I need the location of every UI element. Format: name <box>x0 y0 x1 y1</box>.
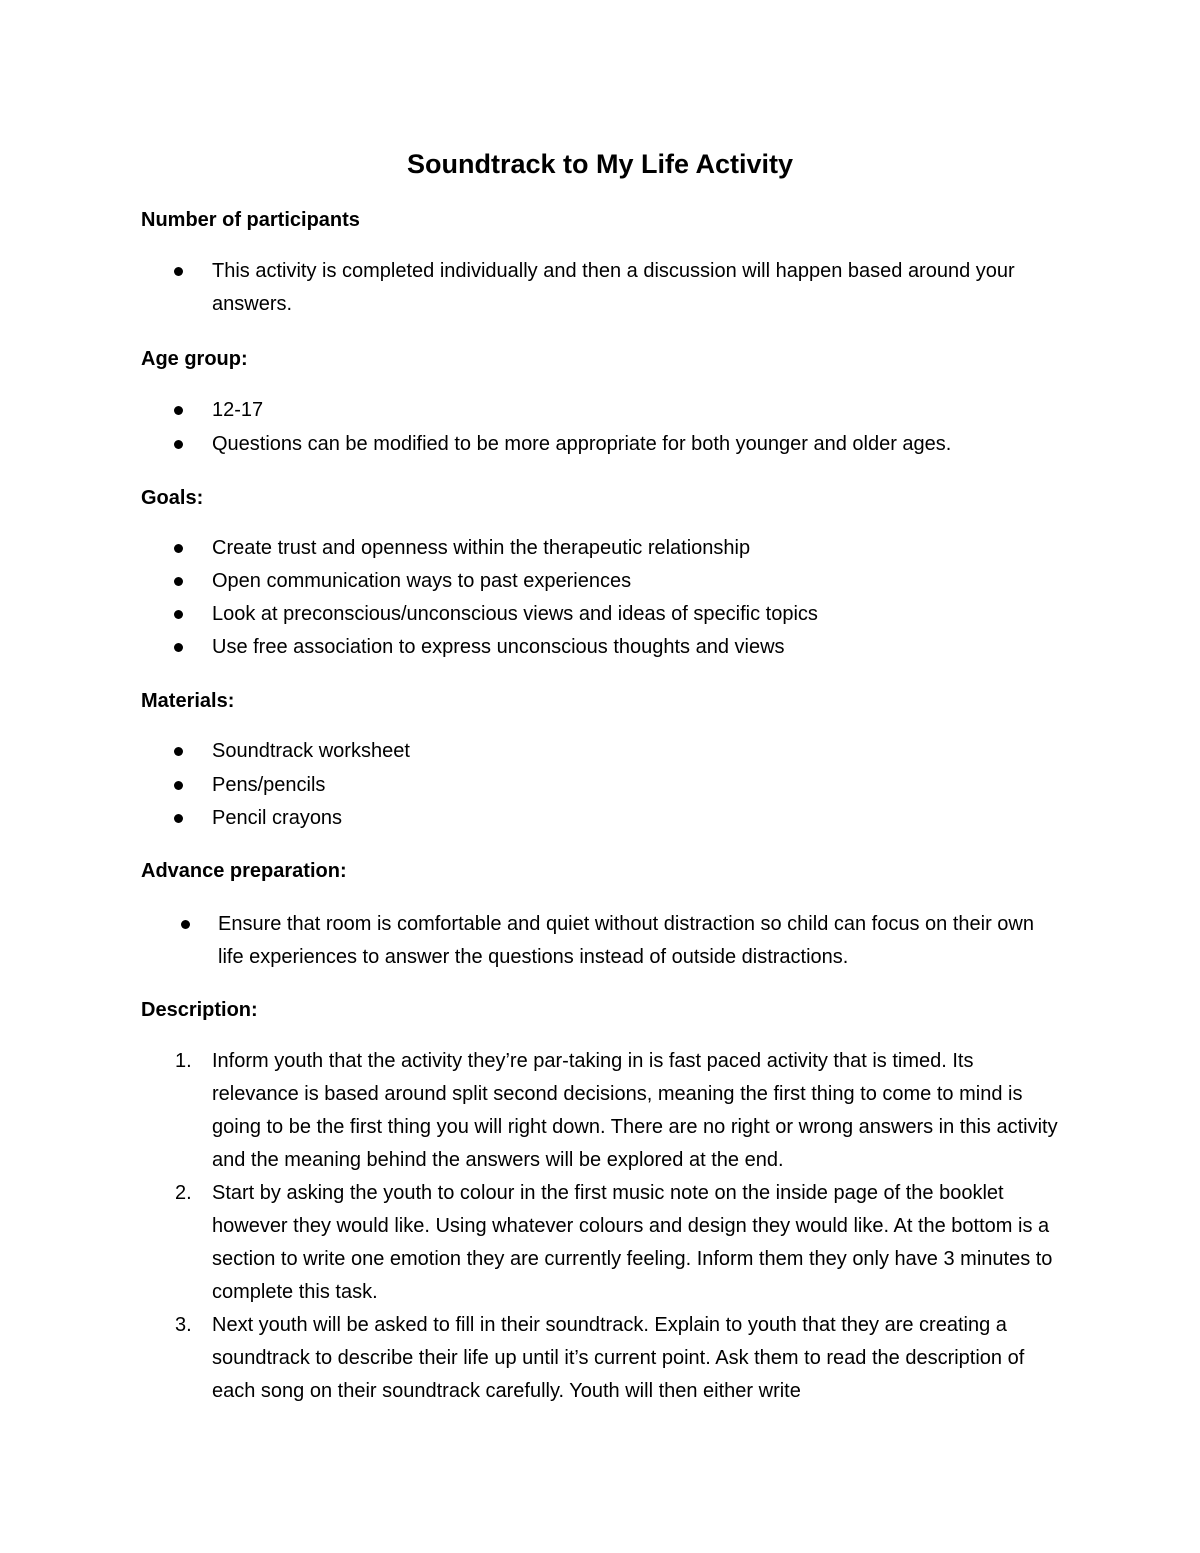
description-heading: Description: <box>141 999 258 1021</box>
materials-item-3: Pencil crayons <box>212 807 343 829</box>
goals-item-4: Use free association to express unconscious thoughts and views <box>212 636 785 658</box>
bullet-dot-icon <box>174 577 183 586</box>
age-group-item-2: Questions can be modified to be more appropriate for both younger and older ages. <box>212 433 952 455</box>
bullet-dot-icon <box>174 781 183 790</box>
goals-item-2: Open communication ways to past experiences <box>212 570 632 592</box>
bullet-dot-icon <box>181 920 190 929</box>
description-item-2-text: Start by asking the youth to colour in the first music note on the inside page of the booklet however they would like. Using whatever colours and design they would like. At the bottom is a section to write one emotion they are currently feeling. Inform them they only have 3 minutes to complete this task. <box>212 1182 1053 1303</box>
description-item-1-number: 1. <box>175 1050 192 1072</box>
materials-item-2: Pens/pencils <box>212 774 326 796</box>
description-item-3-number: 3. <box>175 1314 192 1336</box>
bullet-dot-icon <box>174 544 183 553</box>
advance-preparation-heading: Advance preparation: <box>141 860 347 882</box>
bullet-dot-icon <box>174 814 183 823</box>
bullet-dot-icon <box>174 267 183 276</box>
age-group-heading: Age group: <box>141 348 248 370</box>
bullet-dot-icon <box>174 610 183 619</box>
page-title: Soundtrack to My Life Activity <box>406 149 794 179</box>
bullet-dot-icon <box>174 440 183 449</box>
bullet-dot-icon <box>174 406 183 415</box>
bullet-dot-icon <box>174 643 183 652</box>
age-group-item-1: 12-17 <box>212 399 264 421</box>
goals-item-1: Create trust and openness within the therapeutic relationship <box>212 537 751 559</box>
advance-preparation-item-1: Ensure that room is comfortable and quiet without distraction so child can focus on their own life experiences to answer the questions instead of outside distractions. <box>218 913 1034 968</box>
participants-item-1: This activity is completed individually and then a discussion will happen based around your answers. <box>212 260 1015 315</box>
participants-heading: Number of participants <box>141 209 360 231</box>
description-item-2-number: 2. <box>175 1182 192 1204</box>
description-item-3-text: Next youth will be asked to fill in their soundtrack. Explain to youth that they are creating a soundtrack to describe their life up until it’s current point. Ask them to read the description of each song on their soundtrack carefully. Youth will then either write <box>212 1314 1025 1402</box>
materials-heading: Materials: <box>141 690 235 712</box>
goals-item-3: Look at preconscious/unconscious views and ideas of specific topics <box>212 603 818 625</box>
materials-item-1: Soundtrack worksheet <box>212 740 410 762</box>
goals-heading: Goals: <box>141 487 204 509</box>
description-item-1-text: Inform youth that the activity they’re par-taking in is fast paced activity that is timed. Its relevance is based around split second decisions, meaning the first thing to come to mind is going to be the first thing you will right down. There are no right or wrong answers in this activity and the meaning behind the answers will be explored at the end. <box>212 1050 1058 1171</box>
bullet-dot-icon <box>174 747 183 756</box>
